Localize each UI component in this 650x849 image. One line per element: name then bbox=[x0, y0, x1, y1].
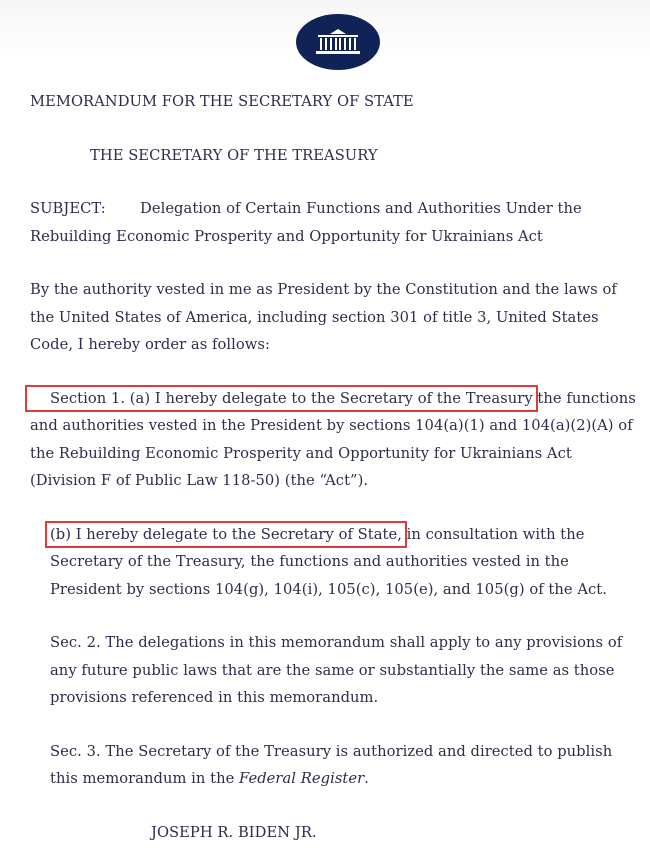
highlight-box-treasury bbox=[30, 390, 533, 407]
intro-paragraph: By the authority vested in me as President by the Constitution and the laws of the United States of America, including section 301 of title 3, United States Code, I hereby order as follows: bbox=[30, 281, 617, 353]
signature: JOSEPH R. BIDEN JR. bbox=[151, 823, 317, 841]
subject-line bbox=[30, 195, 642, 250]
subject-label: SUBJECT: bbox=[30, 200, 106, 217]
section-1a-paragraph bbox=[30, 385, 642, 495]
subject-text: Delegation of Certain Functions and Authorities Under the Rebuilding Economic Prosperity and Opportunity for Ukrainians Act bbox=[30, 200, 582, 245]
section-2-paragraph: Sec. 2. The delegations in this memorandum shall apply to any provisions of any future public laws that are the same or substantially the same as those provisions referenced in this memorandum. bbox=[50, 634, 623, 706]
section-1a-text: the functions and authorities vested in the President by sections 104(a)(1) and 104(a)(2)(A) of the Rebuilding Economic Prosperity and Opportunity for Ukrainians Act (Division F of Public Law 118-50) (the “Act”). bbox=[30, 389, 636, 489]
section-3-text: Sec. 3. The Secretary of the Treasury is authorized and directed to publish this memorandum in the bbox=[50, 742, 613, 787]
addressee-line-1: MEMORANDUM FOR THE SECRETARY OF STATE bbox=[30, 93, 414, 110]
memorandum-body bbox=[30, 88, 642, 846]
highlight-box-state bbox=[50, 526, 402, 543]
section-3-end: . bbox=[364, 770, 369, 787]
addressee-line-2: THE SECRETARY OF THE TREASURY bbox=[90, 146, 378, 164]
white-house-seal-icon bbox=[296, 14, 380, 70]
section-1b-text: in consultation with the Secretary of the Treasury, the functions and authorities vested in the President by sections 104(g), 104(i), 105(c), 105(e), and 105(g) of the Act. bbox=[50, 525, 607, 598]
section-1a-highlight-text: Section 1. (a) I hereby delegate to the Secretary of the Treasury bbox=[50, 389, 533, 407]
section-3-paragraph bbox=[30, 738, 642, 793]
section-1b-paragraph bbox=[30, 521, 642, 604]
section-1b-highlight-text: (b) I hereby delegate to the Secretary of State, bbox=[50, 525, 402, 543]
federal-register-title: Federal Register bbox=[239, 770, 365, 787]
